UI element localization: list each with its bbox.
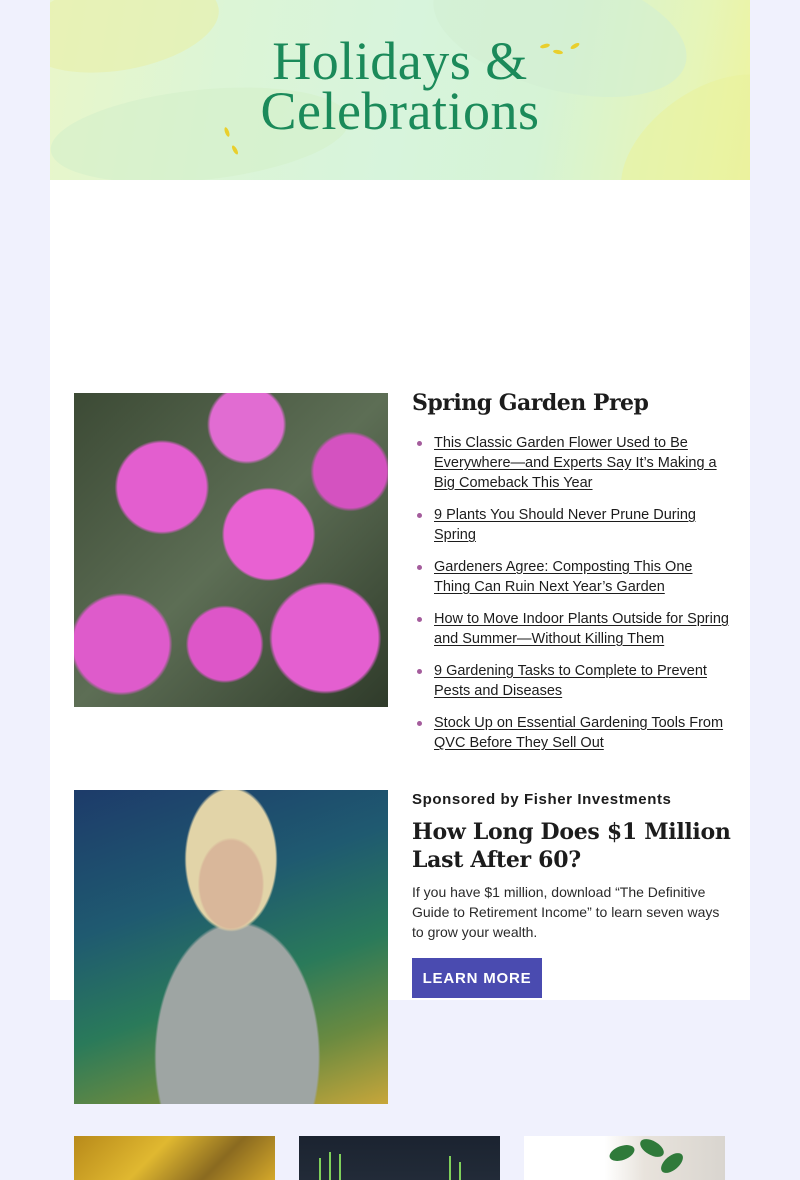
list-item xyxy=(412,713,732,753)
article-link[interactable]: 9 Plants You Should Never Prune During Spring xyxy=(434,507,696,543)
list-item xyxy=(412,433,732,493)
learn-more-button[interactable]: LEARN MORE xyxy=(412,958,542,998)
flower-image[interactable] xyxy=(74,393,388,707)
sponsor-label: Sponsored by Fisher Investments xyxy=(412,791,672,808)
thumbnail-seedlings[interactable] xyxy=(299,1136,500,1180)
sprout-icon xyxy=(449,1156,451,1180)
ad-title[interactable]: How Long Does $1 Million Last After 60? xyxy=(412,819,731,873)
list-item xyxy=(412,557,732,597)
section-title: Spring Garden Prep xyxy=(412,390,649,416)
ad-image[interactable] xyxy=(74,790,388,1104)
sprout-icon xyxy=(339,1154,341,1180)
thumbnail-foliage[interactable] xyxy=(74,1136,275,1180)
email-container xyxy=(50,0,750,1000)
thumbnail-houseplant[interactable] xyxy=(524,1136,725,1180)
sprout-icon xyxy=(329,1152,331,1180)
leaf-icon xyxy=(607,1142,636,1164)
sprout-icon xyxy=(459,1162,461,1180)
hero-banner xyxy=(50,0,750,180)
article-link[interactable]: 9 Gardening Tasks to Complete to Prevent Pests and Diseases xyxy=(434,663,707,699)
article-link[interactable]: This Classic Garden Flower Used to Be Everywhere—and Experts Say It’s Making a Big Comeback This Year xyxy=(434,435,717,491)
list-item xyxy=(412,661,732,701)
hero-title-line1: Holidays & xyxy=(272,31,528,91)
ad-body: If you have $1 million, download “The Definitive Guide to Retirement Income” to learn seven ways to grow your wealth. xyxy=(412,884,720,940)
article-link[interactable]: Gardeners Agree: Composting This One Thing Can Ruin Next Year’s Garden xyxy=(434,559,693,595)
article-link[interactable]: How to Move Indoor Plants Outside for Spring and Summer—Without Killing Them xyxy=(434,611,729,647)
hero-title-line2: Celebrations xyxy=(260,81,540,141)
sprout-icon xyxy=(319,1158,321,1180)
list-item xyxy=(412,505,732,545)
article-list xyxy=(412,433,732,765)
leaf-icon xyxy=(637,1136,667,1161)
article-link[interactable]: Stock Up on Essential Gardening Tools From QVC Before They Sell Out xyxy=(434,715,724,751)
list-item xyxy=(412,609,732,649)
hero-title xyxy=(50,31,750,141)
